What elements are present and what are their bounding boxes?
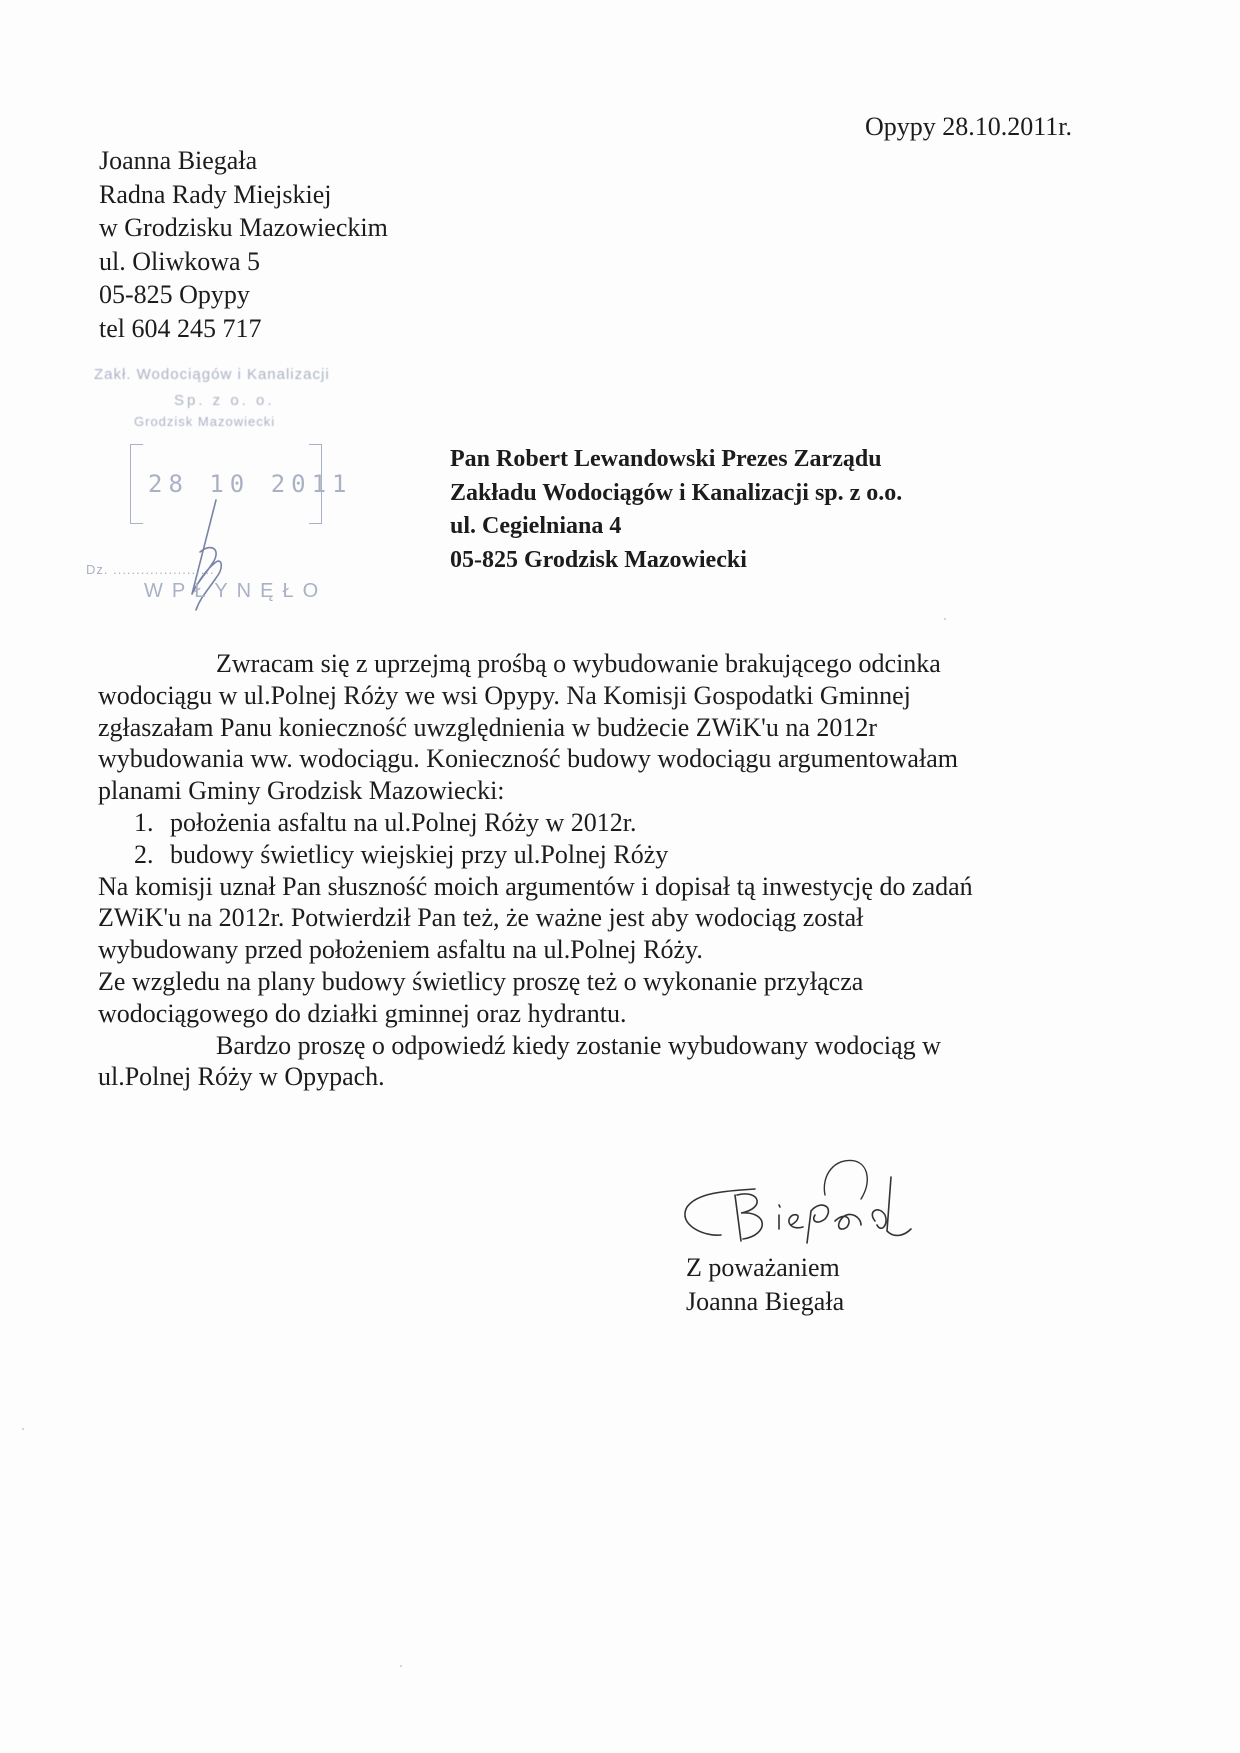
scan-speck (400, 1665, 402, 1667)
sender-phone: tel 604 245 717 (99, 313, 262, 343)
body-line: Zwracam się z uprzejmą prośbą o wybudowanie brakującego odcinka (216, 649, 941, 678)
stamp-company-form: Sp. z o. o. (174, 392, 275, 409)
recipient-name: Pan Robert Lewandowski Prezes Zarządu (450, 446, 882, 472)
closing-block (686, 1251, 844, 1318)
list-item-number: 2. (134, 839, 154, 869)
closing-salutation: Z poważaniem (686, 1253, 840, 1282)
stamp-company-line: Zakł. Wodociągów i Kanalizacji (94, 366, 330, 383)
received-stamp (78, 358, 378, 618)
body-line: ZWiK'u na 2012r. Potwierdził Pan też, że ważne jest aby wodociąg został (98, 903, 864, 933)
recipient-street: ul. Cegielniana 4 (450, 513, 622, 539)
sender-street: ul. Oliwkowa 5 (99, 246, 261, 276)
handwritten-signature (665, 1155, 935, 1245)
scan-speck (944, 618, 946, 620)
body-line: zgłaszałam Panu konieczność uwzględnienia w budżecie ZWiK'u na 2012r (98, 712, 878, 742)
body-line: planami Gminy Grodzisk Mazowiecki: (98, 776, 505, 806)
letter-date: Opypy 28.10.2011r. (865, 112, 1073, 141)
body-line: ul.Polnej Róży w Opypach. (98, 1062, 385, 1092)
recipient-company: Zakładu Wodociągów i Kanalizacji sp. z o.o. (450, 479, 903, 506)
letter-body (98, 648, 1088, 1093)
stamp-received-label: WPŁYNĘŁO (144, 580, 328, 602)
sender-title: Radna Rady Miejskiej (99, 179, 332, 209)
stamp-reference-line: Dz. ...................... (86, 562, 215, 577)
body-line: Ze wzgledu na plany budowy świetlicy proszę też o wykonanie przyłącza (98, 966, 864, 996)
body-line: Bardzo proszę o odpowiedź kiedy zostanie wybudowany wodociąg w (216, 1030, 941, 1060)
stamp-company-city: Grodzisk Mazowiecki (134, 414, 276, 429)
stamp-date: 28 10 2011 (148, 470, 353, 498)
closing-name: Joanna Biegała (686, 1286, 845, 1316)
body-line: wybudowania ww. wodociągu. Konieczność budowy wodociągu argumentowałam (98, 744, 958, 774)
list-item-text: położenia asfaltu na ul.Polnej Róży w 2012r. (170, 807, 637, 837)
body-line: wodociągu w ul.Polnej Róży we wsi Opypy. Na Komisji Gospodatki Gminnej (98, 680, 911, 710)
sender-name: Joanna Biegała (99, 146, 258, 175)
body-line: Na komisji uznał Pan słuszność moich argumentów i dopisał tą inwestycję do zadań (98, 871, 973, 901)
list-item-text: budowy świetlicy wiejskiej przy ul.Polnej Róży (170, 839, 669, 869)
list-item (98, 839, 1088, 871)
list-item (98, 807, 1088, 839)
body-line: wybudowany przed położeniem asfaltu na ul.Polnej Róży. (98, 935, 703, 965)
sender-postal: 05-825 Opypy (99, 280, 250, 309)
recipient-address-block (450, 443, 902, 577)
body-line: wodociągowego do działki gminnej oraz hydrantu. (98, 998, 627, 1028)
scan-speck (22, 1428, 24, 1430)
list-item-number: 1. (134, 807, 154, 837)
sender-council: w Grodzisku Mazowieckim (99, 213, 388, 242)
sender-address-block (99, 144, 388, 345)
recipient-city: 05-825 Grodzisk Mazowiecki (450, 546, 747, 573)
